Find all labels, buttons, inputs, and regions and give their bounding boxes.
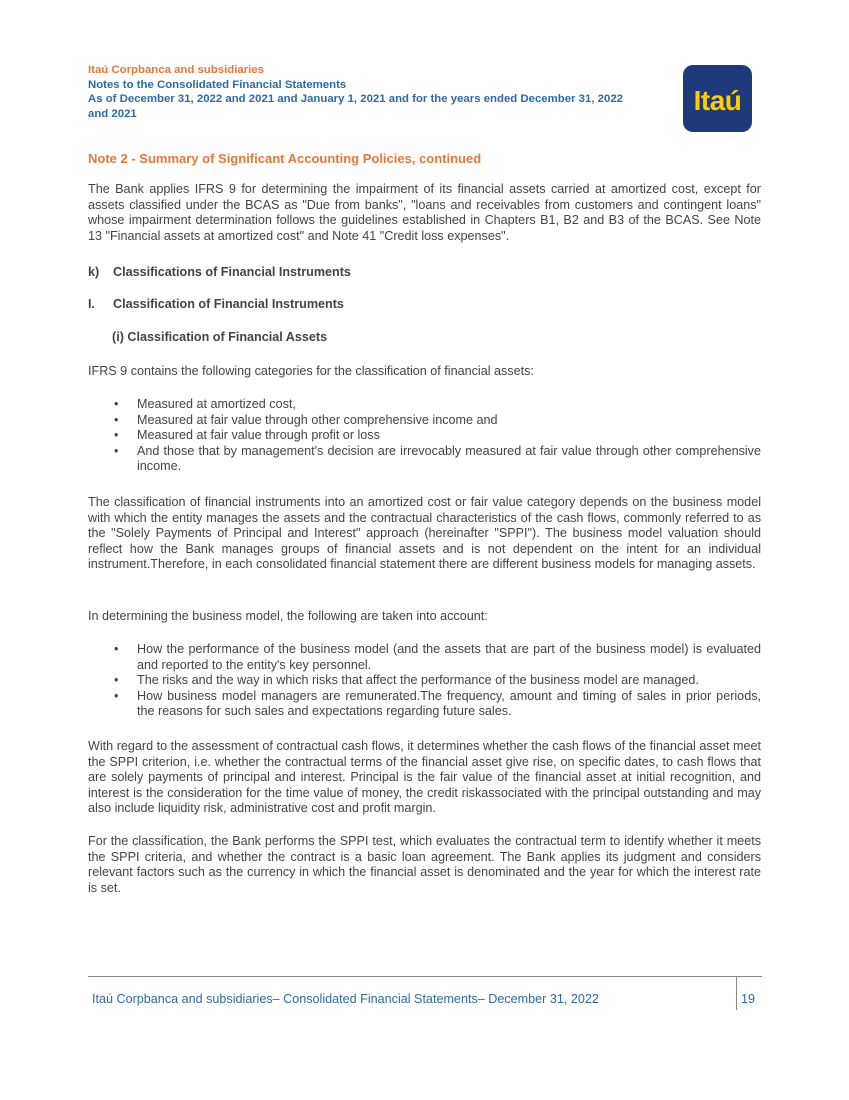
header-period-line2: and 2021 — [88, 107, 137, 120]
list-item: • How the performance of the business model (and the assets that are part of the business model) is evaluated and reported to the entity's key personnel. — [88, 642, 761, 673]
header-company: Itaú Corpbanca and subsidiaries — [88, 64, 264, 76]
header-doc-title: Notes to the Consolidated Financial Statements — [88, 78, 347, 91]
list-item: • And those that by management's decision are irrevocably measured at fair value through other comprehensive income. — [88, 444, 761, 475]
page-header — [88, 63, 680, 121]
cash-flows-paragraph: With regard to the assessment of contractual cash flows, it determines whether the cash flows of the financial asset meet the SPPI criterion, i.e. whether the contractual terms of the financial asset give rise, on specific dates, to cash flows that are solely payments of principal and interest. Principal is the fair value of the financial asset at initial recognition, and interest is the consideration for the time value of money, the credit riskassociated with the principal outstanding and may also include liquidity risk, administrative cost and profit margin. — [88, 739, 761, 815]
list-item: • The risks and the way in which risks that affect the performance of the business model are managed. — [88, 673, 761, 689]
logo-text: Itaú — [693, 84, 742, 116]
intro-paragraph: The Bank applies IFRS 9 for determining the impairment of its financial assets carried at amortized cost, except for assets classified under the BCAS as "Due from banks", "loans and receivables from customers and contingent loans" whose impairment determination follows the guidelines established in Chapters B1, B2 and B3 of the BCAS. See Note 13 "Financial assets at amortized cost" and Note 41 "Credit loss expenses". — [88, 182, 761, 243]
classification-paragraph: The classification of financial instruments into an amortized cost or fair value category depends on the business model with which the entity manages the assets and the contractual characteristics of the cash flows, commonly referred to as the "Solely Payments of Principal and Interest" approach (hereinafter "SPPI"). The business model valuation should reflect how the Bank manages groups of financial assets and is not dependent on the intent for an individual instrument.Therefore, in each consolidated financial statement there are different business models for managing assets. — [88, 495, 761, 571]
sppi-paragraph: For the classification, the Bank performs the SPPI test, which evaluates the contractual term to identify whether it meets the SPPI criteria, and whether the contract is a basic loan agreement. The Bank applies its judgment and considers relevant factors such as the currency in which the financial asset is denominated and the year for which the interest rate is set. — [88, 834, 761, 895]
business-model-list — [88, 642, 761, 720]
list-item: • Measured at fair value through profit or loss — [88, 428, 761, 444]
footer-text: Itaú Corpbanca and subsidiaries– Consolidated Financial Statements– December 31, 2022 — [92, 992, 599, 1006]
list-item: • Measured at amortized cost, — [88, 397, 761, 413]
section-l-title: Classification of Financial Instruments — [113, 297, 344, 311]
header-period-line1: As of December 31, 2022 and 2021 and January 1, 2021 and for the years ended December 31, 2022 — [88, 93, 623, 105]
itau-logo — [683, 65, 752, 132]
footer-page-divider — [736, 977, 737, 1010]
note-title: Note 2 - Summary of Significant Accounting Policies, continued — [88, 151, 482, 166]
business-model-intro: In determining the business model, the following are taken into account: — [88, 609, 488, 623]
section-k-tag: k) — [88, 265, 100, 279]
categories-intro: IFRS 9 contains the following categories for the classification of financial assets: — [88, 364, 534, 378]
section-k-heading — [88, 265, 351, 279]
section-l-heading — [88, 297, 344, 311]
subsection-i-heading: (i) Classification of Financial Assets — [112, 330, 328, 344]
section-k-title: Classifications of Financial Instruments — [113, 265, 351, 279]
categories-list — [88, 397, 761, 475]
list-item: • Measured at fair value through other comprehensive income and — [88, 413, 761, 429]
section-l-tag: I. — [88, 297, 95, 311]
page-number: 19 — [741, 992, 756, 1006]
footer-divider — [88, 976, 762, 977]
list-item: • How business model managers are remunerated.The frequency, amount and timing of sales in prior periods, the reasons for such sales and expectations regarding future sales. — [88, 689, 761, 720]
